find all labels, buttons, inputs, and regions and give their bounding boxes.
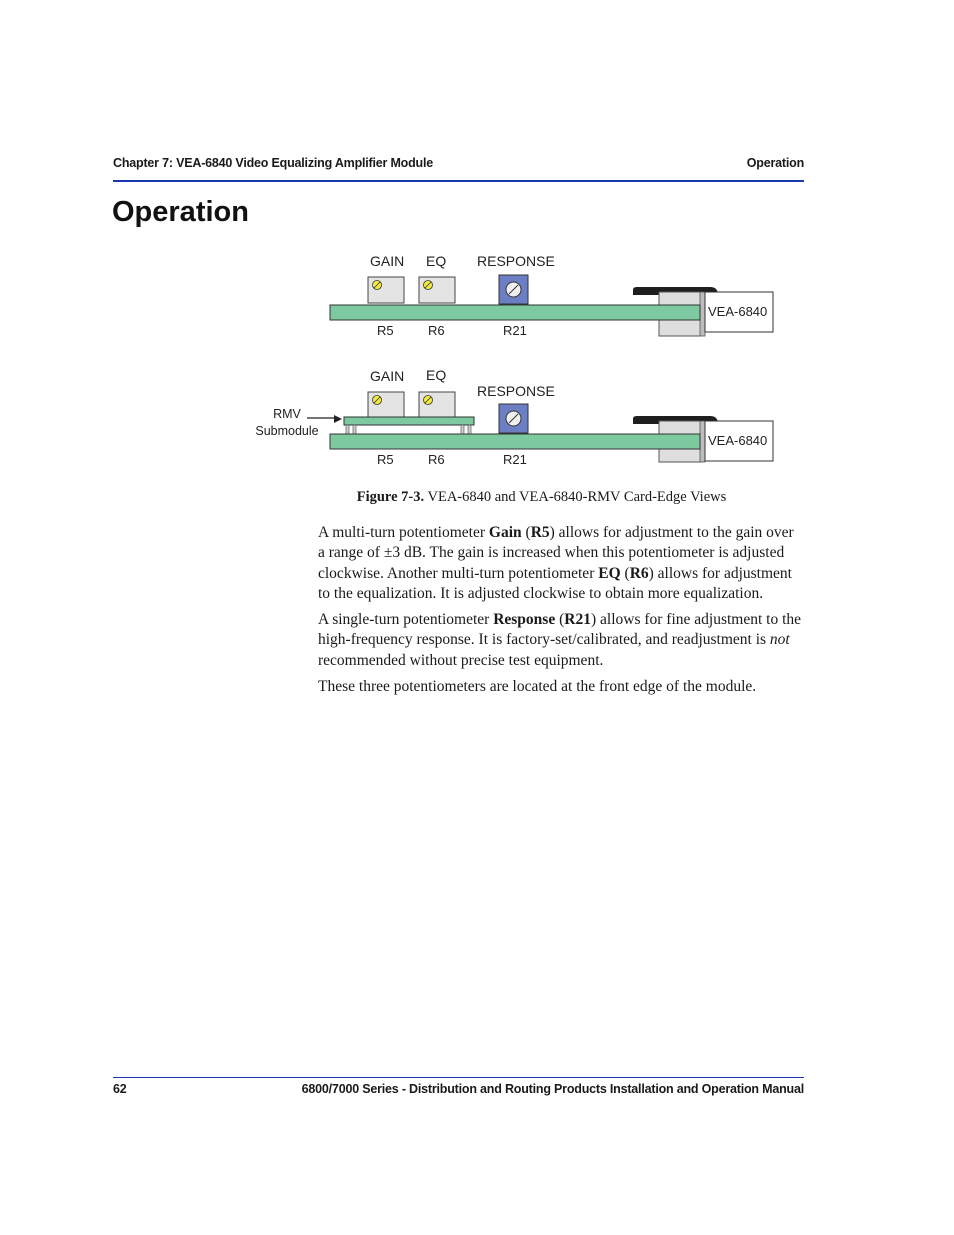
r21-label: R21 [503,452,527,467]
rmv-label-line2: Submodule [255,424,319,438]
emphasis-not: not [769,631,790,649]
response-potentiometer [499,404,528,433]
body-text [318,523,802,703]
page-number: 62 [113,1082,127,1096]
text-run: ( [620,564,630,582]
term-response: Response [493,611,556,629]
rmv-submodule-board [344,417,474,425]
text-run: ( [555,611,565,629]
text-run: ) allows for adjustment to the gain over a range of ±3 dB. The gain is increased when this potentiometer is adjusted clockwise. Another multi-turn potentiometer [318,524,794,582]
figure-caption-text: VEA-6840 and VEA-6840-RMV Card-Edge Views [424,489,727,505]
r6-label: R6 [428,452,445,467]
running-footer [113,1082,804,1096]
rmv-arrow [307,415,342,423]
text-run: A multi-turn potentiometer [318,524,489,541]
eq-potentiometer [419,277,455,303]
gain-label: GAIN [370,368,405,384]
eq-potentiometer [419,392,455,417]
gain-label: GAIN [370,253,405,269]
r21-label: R21 [503,323,527,338]
header-chapter: Chapter 7: VEA-6840 Video Equalizing Amplifier Module [113,156,434,170]
card-edge-view-rmv [255,367,773,467]
response-label: RESPONSE [477,383,555,399]
card-edge-view-standard [330,253,773,338]
card-label: VEA-6840 [708,433,768,448]
main-board [330,434,700,449]
term-r21: R21 [564,611,591,629]
r5-label: R5 [377,452,394,467]
term-eq: EQ [598,564,621,582]
footer-rule [113,1077,804,1078]
submodule-pins [346,425,471,434]
text-run: ) allows for fine adjustment to the high-frequency response. It is factory-set/calibrated, and readjustment is [318,611,802,649]
response-potentiometer [499,275,528,304]
paragraph-response [318,610,802,671]
card-edge-figure [240,240,800,480]
card-label: VEA-6840 [708,304,768,319]
figure-caption [0,489,954,506]
eq-label: EQ [426,253,447,269]
response-label: RESPONSE [477,253,555,269]
text-run: ( [521,524,531,541]
gain-potentiometer [368,392,404,417]
header-rule [113,180,804,182]
figure-caption-label: Figure 7-3. [356,489,425,505]
text-run: recommended without precise test equipment. [318,651,604,669]
rmv-label-line1: RMV [273,407,301,421]
paragraph-gain-eq [318,523,802,604]
term-r6: R6 [629,564,649,582]
page-title: Operation [112,196,249,228]
running-header [113,156,804,170]
r6-label: R6 [428,323,445,338]
gain-potentiometer [368,277,404,303]
text-run: A single-turn potentiometer [318,611,494,629]
header-section: Operation [746,156,804,170]
main-board [330,305,700,320]
r5-label: R5 [377,323,394,338]
term-gain: Gain [488,524,522,541]
paragraph-location: These three potentiometers are located at the front edge of the module. [318,678,757,696]
eq-label: EQ [426,367,447,383]
manual-title: 6800/7000 Series - Distribution and Routing Products Installation and Operation Manual [301,1082,804,1096]
term-r5: R5 [530,524,550,541]
text-run: ) allows for adjustment to the equalization. It is adjusted clockwise to obtain more equalization. [318,564,792,602]
